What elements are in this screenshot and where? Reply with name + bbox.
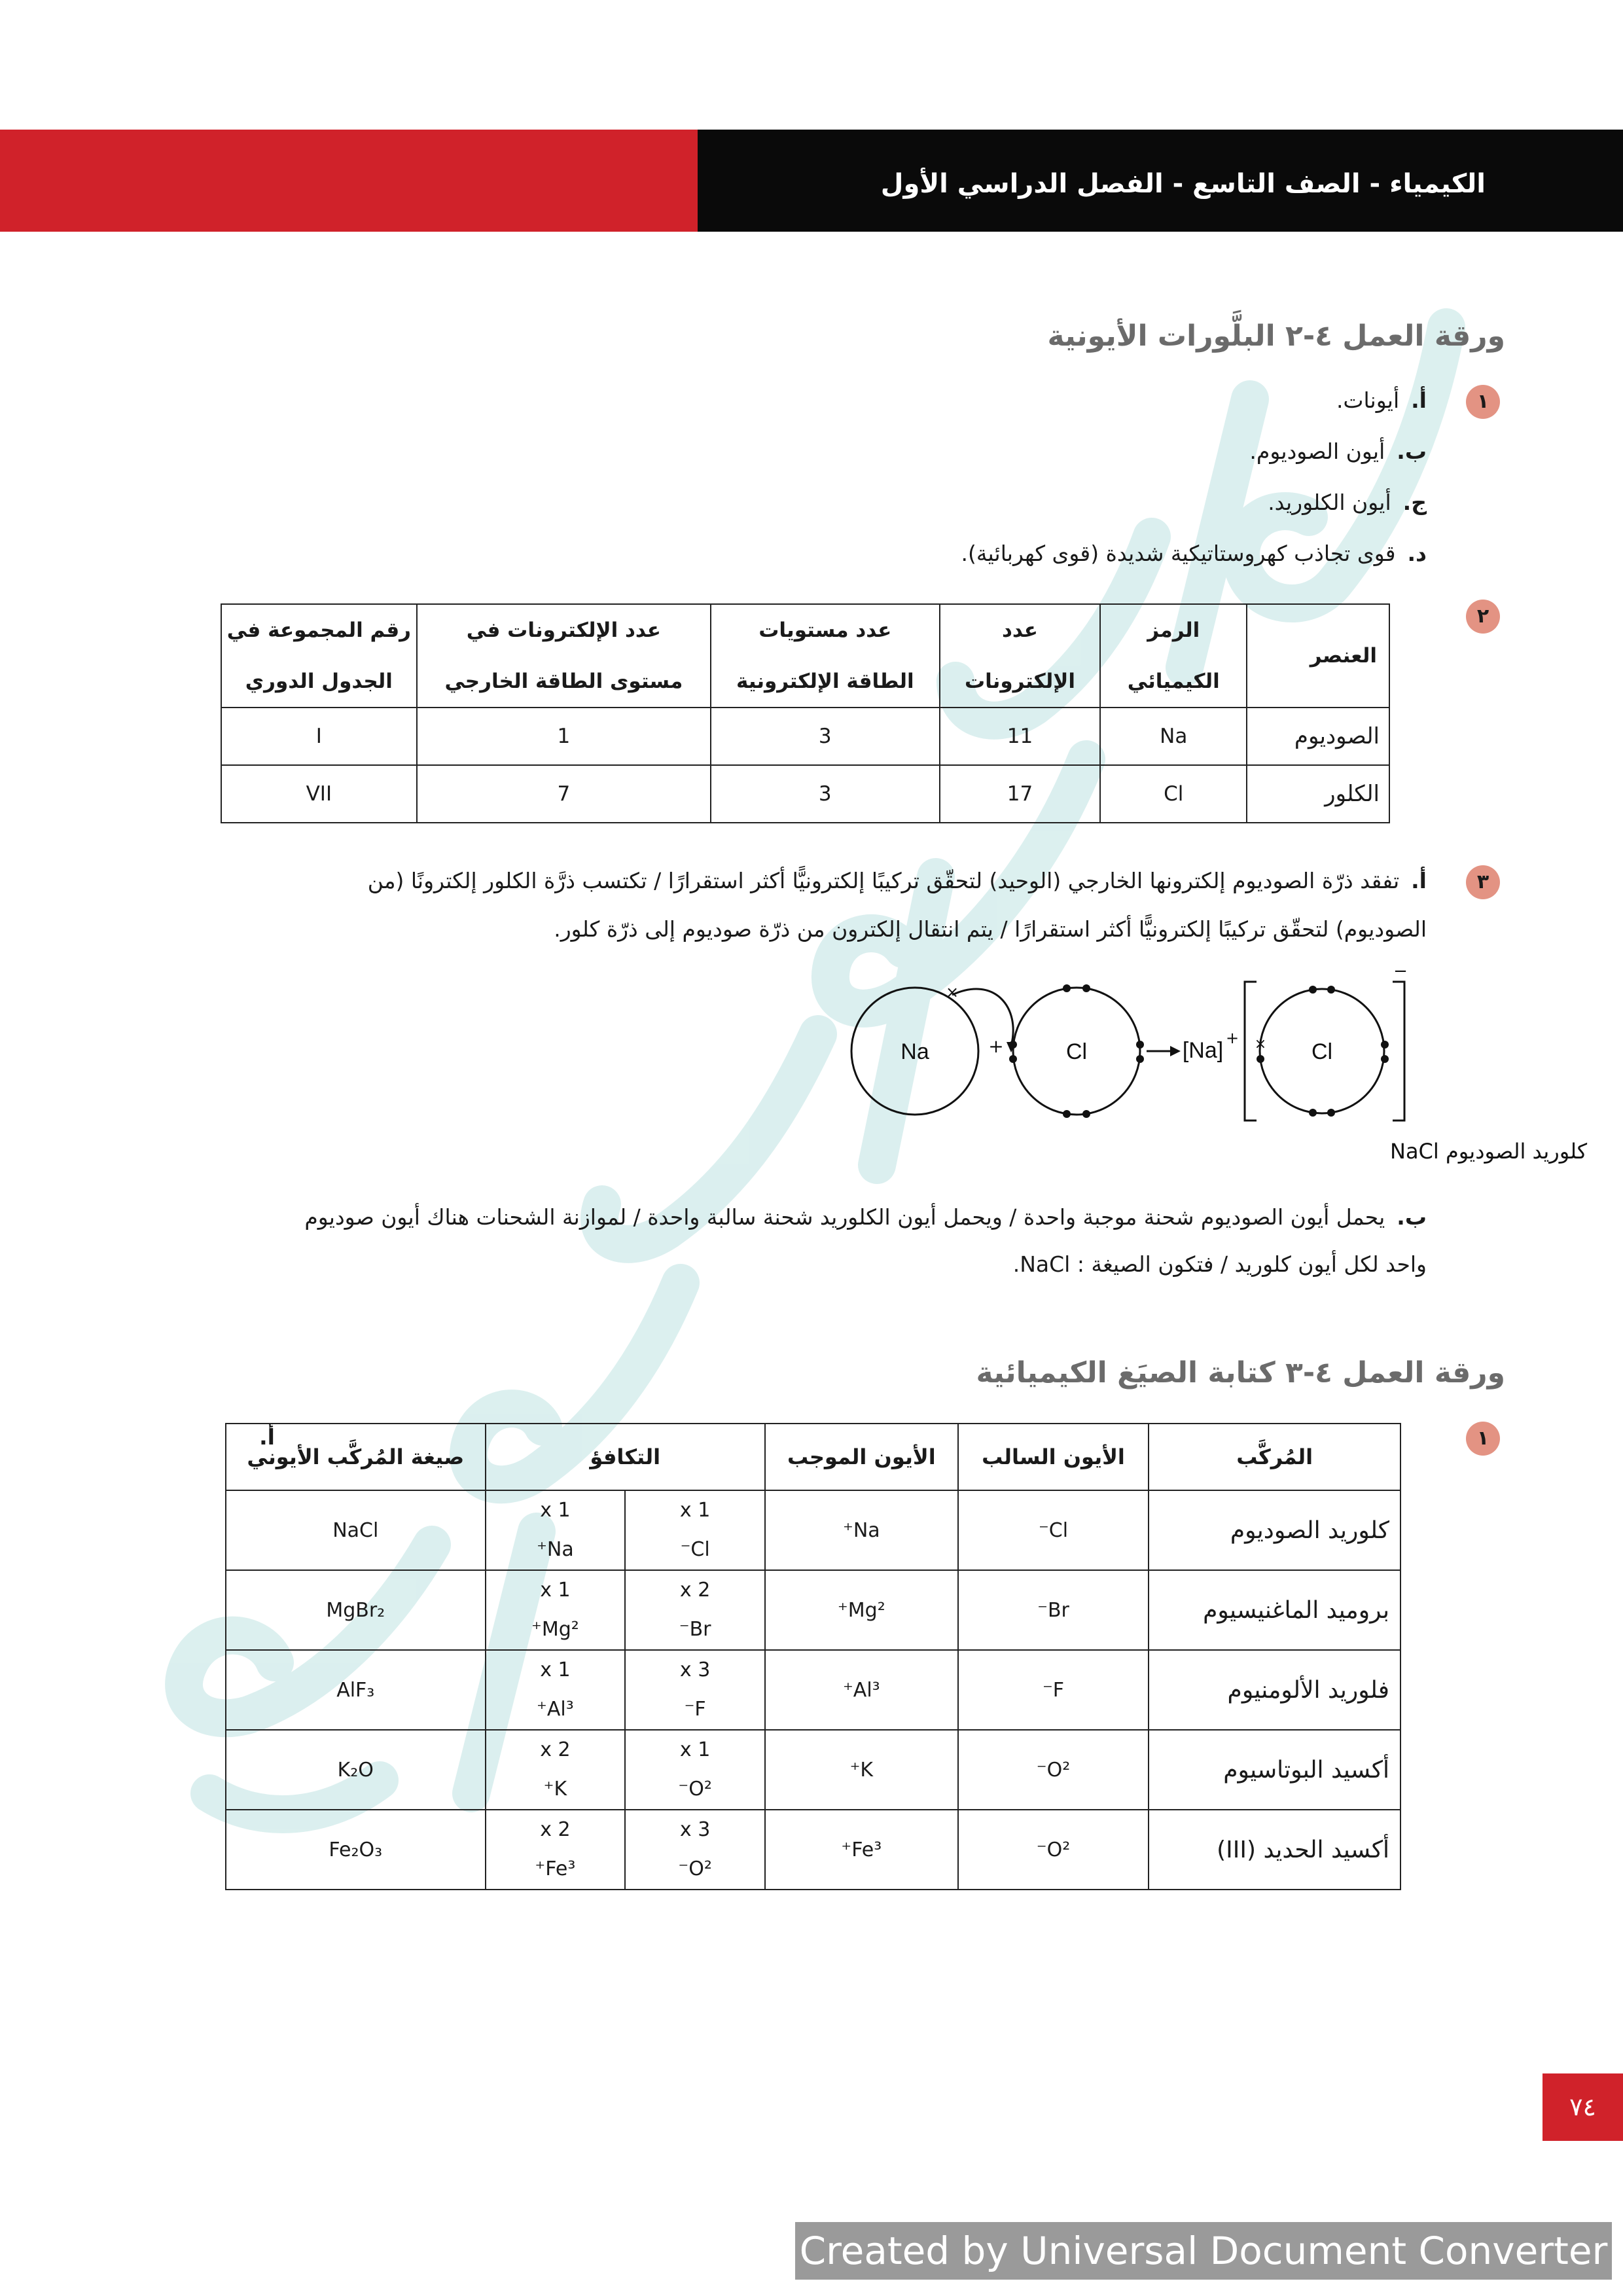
table-cell: F⁻ bbox=[958, 1650, 1149, 1730]
answer-3b-line1 bbox=[304, 1204, 1427, 1230]
header-formula: صيغة المُركَّب الأيوني bbox=[226, 1424, 486, 1490]
header-cation: الأيون الموجب bbox=[765, 1424, 958, 1490]
table-cell: الصوديوم bbox=[1247, 708, 1389, 765]
question-number-3: ٣ bbox=[1466, 865, 1500, 899]
header-red-band bbox=[0, 130, 698, 232]
answer-1d bbox=[961, 541, 1427, 566]
table-cell: O²⁻ bbox=[958, 1730, 1149, 1810]
page-number: ٧٤ bbox=[1543, 2073, 1623, 2141]
table-cell: الكلور bbox=[1247, 765, 1389, 823]
table-row bbox=[221, 708, 1389, 765]
table-cell: Al³⁺ bbox=[765, 1650, 958, 1730]
table-cell: Mg²⁺ bbox=[765, 1570, 958, 1650]
header-anion: الأيون السالب bbox=[958, 1424, 1149, 1490]
table-cell: Na⁺ bbox=[765, 1490, 958, 1570]
ionic-bond-diagram bbox=[844, 961, 1588, 1178]
worksheet2-title: ورقة العمل ٤-٣ كتابة الصيَغ الكيميائية bbox=[976, 1356, 1505, 1390]
table-cell: 1 bbox=[417, 708, 711, 765]
answer-label: أ. bbox=[1411, 868, 1427, 893]
electron-transfer-arrow bbox=[952, 989, 1013, 1046]
table-cell: AlF₃ bbox=[226, 1650, 486, 1730]
table-cell: 3 x F⁻ bbox=[625, 1650, 765, 1730]
header-electron-count: عدد الإلكترونات bbox=[940, 604, 1101, 708]
table-cell: VII bbox=[221, 765, 417, 823]
answer-label: ج. bbox=[1402, 490, 1427, 515]
table-cell: أكسيد الحديد (III) bbox=[1149, 1810, 1400, 1890]
answer-text: أيونات. bbox=[1336, 387, 1400, 413]
chloride-symbol: Cl bbox=[1311, 1039, 1333, 1064]
header-compound: المُركَّب bbox=[1149, 1424, 1400, 1490]
elements-table bbox=[221, 603, 1390, 823]
table-cell: Cl⁻ bbox=[958, 1490, 1149, 1570]
table-cell: Br⁻ bbox=[958, 1570, 1149, 1650]
table-row bbox=[226, 1490, 1400, 1570]
table-cell: Fe³⁺ bbox=[765, 1810, 958, 1890]
table-cell: Fe₂O₃ bbox=[226, 1810, 486, 1890]
table-cell: 1 x Al³⁺ bbox=[486, 1650, 626, 1730]
answer-text: أيون الصوديوم. bbox=[1249, 439, 1385, 464]
table-cell: بروميد الماغنيسيوم bbox=[1149, 1570, 1400, 1650]
answer-text: قوى تجاذب كهروستاتيكية شديدة (قوى كهربائية). bbox=[961, 541, 1396, 566]
header-title: الكيمياء - الصف التاسع - الفصل الدراسي الأول bbox=[880, 169, 1486, 199]
answer-label: ب. bbox=[1397, 1204, 1427, 1230]
chloride-ion-charge: − bbox=[1393, 961, 1408, 981]
answer-3a-line2: الصوديوم) لتحقّق تركيبًا إلكترونيًّا أكثر استقرارًا / يتم انتقال إلكترون من ذرّة صوديوم إلى ذرّة كلور. bbox=[554, 916, 1427, 942]
answer-1a bbox=[1336, 387, 1427, 413]
table-cell: 1 x Na⁺ bbox=[486, 1490, 626, 1570]
table-cell: O²⁻ bbox=[958, 1810, 1149, 1890]
table-cell: Cl bbox=[1100, 765, 1247, 823]
table-row bbox=[221, 765, 1389, 823]
answer-label: د. bbox=[1407, 541, 1427, 566]
table-cell: 3 x O²⁻ bbox=[625, 1810, 765, 1890]
answer-text: أيون الكلوريد. bbox=[1268, 490, 1391, 515]
header-energy-levels: عدد مستويات الطاقة الإلكترونية bbox=[711, 604, 940, 708]
answer-3b-line2: واحد لكل أيون كلوريد / فتكون الصيغة : NaCl. bbox=[1012, 1251, 1427, 1277]
table-row bbox=[226, 1650, 1400, 1730]
worksheet1-title: ورقة العمل ٤-٢ البلَّورات الأيونية bbox=[1047, 319, 1505, 353]
sodium-symbol: Na bbox=[901, 1039, 929, 1064]
question-number-1b: ١ bbox=[1466, 1422, 1500, 1456]
answer-label-a: أ. bbox=[259, 1424, 275, 1450]
table-cell: 17 bbox=[940, 765, 1101, 823]
sodium-outer-electron: × bbox=[945, 983, 959, 1001]
right-bracket bbox=[1393, 982, 1404, 1121]
header-outer-electrons: عدد الإلكترونات في مستوى الطاقة الخارجي bbox=[417, 604, 711, 708]
plus-sign: + bbox=[988, 1035, 1004, 1057]
transferred-electron: × bbox=[1254, 1036, 1267, 1052]
table-cell: كلوريد الصوديوم bbox=[1149, 1490, 1400, 1570]
header-symbol: الرمز الكيميائي bbox=[1100, 604, 1247, 708]
sodium-ion-charge: + bbox=[1225, 1029, 1240, 1047]
table-cell: 1 x Mg²⁺ bbox=[486, 1570, 626, 1650]
table-cell: Na bbox=[1100, 708, 1247, 765]
table-cell: 3 bbox=[711, 708, 940, 765]
table-cell: أكسيد البوتاسيوم bbox=[1149, 1730, 1400, 1810]
table-cell: 7 bbox=[417, 765, 711, 823]
table-header-row bbox=[226, 1424, 1400, 1490]
answer-text: يحمل أيون الصوديوم شحنة موجبة واحدة / ويحمل أيون الكلوريد شحنة سالبة واحدة / لموازنة الشحنات هناك أيون صوديوم bbox=[304, 1204, 1385, 1230]
answer-1b bbox=[1249, 439, 1427, 464]
question-number-2: ٢ bbox=[1466, 600, 1500, 634]
table-cell: I bbox=[221, 708, 417, 765]
answer-1c bbox=[1268, 490, 1427, 515]
diagram-caption: كلوريد الصوديوم NaCl bbox=[1390, 1139, 1588, 1164]
formulas-table bbox=[225, 1423, 1401, 1890]
answer-label: أ. bbox=[1411, 387, 1427, 413]
table-row bbox=[226, 1810, 1400, 1890]
table-cell: 2 x Br⁻ bbox=[625, 1570, 765, 1650]
table-cell: 1 x O²⁻ bbox=[625, 1730, 765, 1810]
table-header-row bbox=[221, 604, 1389, 708]
table-cell: 2 x K⁺ bbox=[486, 1730, 626, 1810]
answer-text: تفقد ذرّة الصوديوم إلكترونها الخارجي (الوحيد) لتحقّق تركيبًا إلكترونيًّا أكثر استقرارًا / تكتسب ذرَّة الكلور إلكترونًا (من bbox=[367, 868, 1400, 893]
table-row bbox=[226, 1730, 1400, 1810]
table-cell: فلوريد الألومنيوم bbox=[1149, 1650, 1400, 1730]
answer-label: ب. bbox=[1397, 439, 1427, 464]
answer-3a-line1 bbox=[368, 868, 1427, 893]
header-valency: التكافؤ bbox=[486, 1424, 765, 1490]
table-cell: NaCl bbox=[226, 1490, 486, 1570]
table-cell: x 2 Fe³⁺ bbox=[486, 1810, 626, 1890]
sodium-ion-label: [Na] bbox=[1182, 1038, 1224, 1063]
header-group-number: رقم المجموعة في الجدول الدوري bbox=[221, 604, 417, 708]
table-cell: MgBr₂ bbox=[226, 1570, 486, 1650]
table-cell: K⁺ bbox=[765, 1730, 958, 1810]
table-cell: 1 x Cl⁻ bbox=[625, 1490, 765, 1570]
table-cell: 3 bbox=[711, 765, 940, 823]
question-number-1: ١ bbox=[1466, 385, 1500, 419]
chlorine-symbol: Cl bbox=[1065, 1039, 1088, 1064]
header-element: العنصر bbox=[1247, 604, 1389, 708]
table-cell: 11 bbox=[940, 708, 1101, 765]
converter-footer: Created by Universal Document Converter bbox=[795, 2222, 1612, 2280]
table-row bbox=[226, 1570, 1400, 1650]
table-cell: K₂O bbox=[226, 1730, 486, 1810]
